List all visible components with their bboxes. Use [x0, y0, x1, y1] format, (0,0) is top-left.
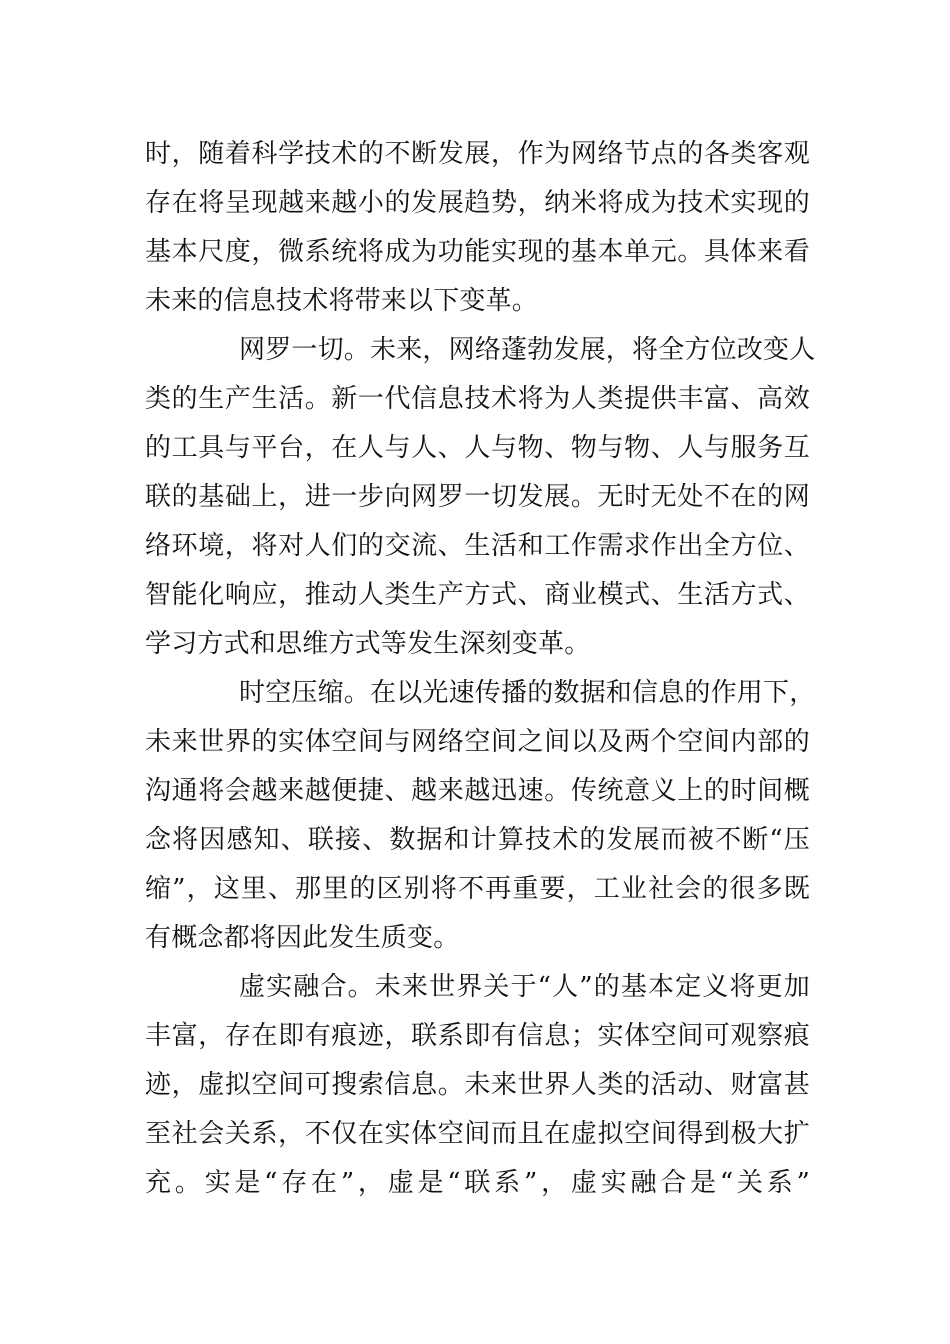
paragraph-virtual-real-fusion [145, 963, 810, 1208]
text-line: 念将因感知、联接、数据和计算技术的发展而被不断“压 [145, 825, 810, 855]
paragraph-time-space-compression [145, 669, 816, 963]
text-line: 类的生产生活。新一代信息技术将为人类提供丰富、高效 [145, 384, 810, 414]
text-line: 存在将呈现越来越小的发展趋势，纳米将成为技术实现的 [145, 188, 810, 218]
text-line: 有概念都将因此发生质变。 [145, 923, 460, 953]
text-line: 的工具与平台，在人与人、人与物、物与物、人与服务互 [145, 433, 810, 463]
text-line: 络环境，将对人们的交流、生活和工作需求作出全方位、 [145, 531, 810, 561]
text-line: 学习方式和思维方式等发生深刻变革。 [145, 629, 591, 659]
text-line: 网罗一切。未来，网络蓬勃发展，将全方位改变人 [239, 335, 816, 365]
text-line: 基本尺度，微系统将成为功能实现的基本单元。具体来看 [145, 237, 810, 267]
text-line: 缩”，这里、那里的区别将不再重要，工业社会的很多既 [145, 874, 810, 904]
text-line: 充。实是“存在”，虚是“联系”，虚实融合是“关系” [145, 1168, 810, 1198]
text-line: 迹，虚拟空间可搜索信息。未来世界人类的活动、财富甚 [145, 1070, 810, 1100]
paragraph-network-everything [145, 326, 816, 669]
text-line: 时，随着科学技术的不断发展，作为网络节点的各类客观 [145, 139, 810, 169]
text-line: 时空压缩。在以光速传播的数据和信息的作用下， [239, 678, 816, 708]
text-line: 联的基础上，进一步向网罗一切发展。无时无处不在的网 [145, 482, 810, 512]
text-line: 丰富，存在即有痕迹，联系即有信息；实体空间可观察痕 [145, 1021, 810, 1051]
text-line: 未来世界的实体空间与网络空间之间以及两个空间内部的 [145, 727, 810, 757]
text-line: 虚实融合。未来世界关于“人”的基本定义将更加 [239, 972, 810, 1002]
text-line: 智能化响应，推动人类生产方式、商业模式、生活方式、 [145, 580, 810, 610]
text-line: 未来的信息技术将带来以下变革。 [145, 286, 539, 316]
text-line: 至社会关系，不仅在实体空间而且在虚拟空间得到极大扩 [145, 1119, 810, 1149]
paragraph-intro [145, 130, 810, 326]
body-text [145, 130, 816, 1208]
text-line: 沟通将会越来越便捷、越来越迅速。传统意义上的时间概 [145, 776, 810, 806]
